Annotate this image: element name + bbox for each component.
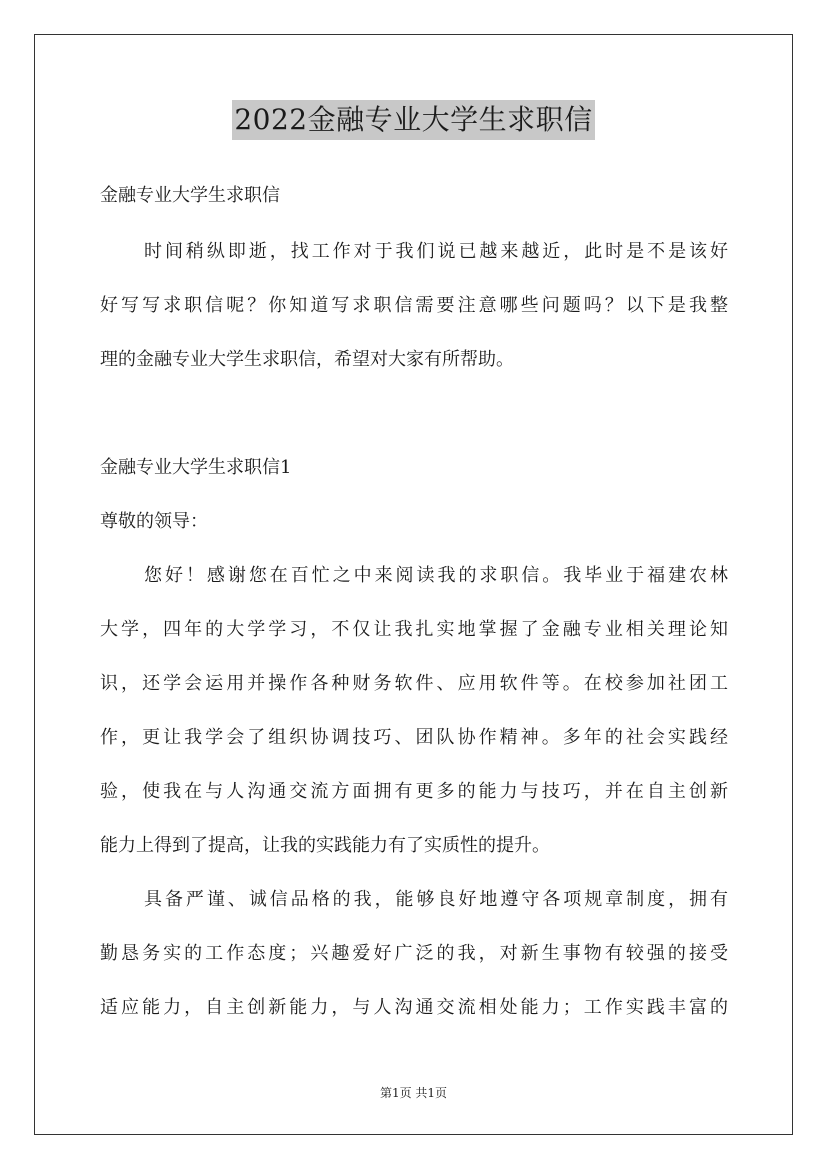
paragraph-line: 大学，四年的大学学习，不仅让我扎实地掌握了金融专业相关理论知: [100, 619, 728, 640]
document-title: 2022金融专业大学生求职信: [232, 100, 594, 140]
intro-line: 理的金融专业大学生求职信，希望对大家有所帮助。: [100, 349, 514, 370]
paragraph-line: 具备严谨、诚信品格的我，能够良好地遵守各项规章制度，拥有: [144, 889, 728, 910]
paragraph-line: 作，更让我学会了组织协调技巧、团队协作精神。多年的社会实践经: [100, 727, 728, 748]
paragraph-line: 勤恳务实的工作态度；兴趣爱好广泛的我，对新生事物有较强的接受: [100, 943, 728, 964]
salutation: 尊敬的领导：: [100, 511, 208, 532]
paragraph-line: 能力上得到了提高，让我的实践能力有了实质性的提升。: [100, 835, 550, 856]
letter-heading: 金融专业大学生求职信1: [100, 457, 292, 478]
paragraph-line: 您好！感谢您在百忙之中来阅读我的求职信。我毕业于福建农林: [144, 565, 728, 586]
title-block: [0, 100, 827, 140]
paragraph-line: 适应能力，自主创新能力，与人沟通交流相处能力；工作实践丰富的: [100, 997, 728, 1018]
subtitle: 金融专业大学生求职信: [100, 185, 280, 206]
intro-line: 好写写求职信呢？你知道写求职信需要注意哪些问题吗？以下是我整: [100, 295, 728, 316]
intro-line: 时间稍纵即逝，找工作对于我们说已越来越近，此时是不是该好: [144, 241, 728, 262]
paragraph-line: 验，使我在与人沟通交流方面拥有更多的能力与技巧，并在自主创新: [100, 781, 728, 802]
page-number: 第1页 共1页: [379, 1086, 448, 1100]
paragraph-line: 识，还学会运用并操作各种财务软件、应用软件等。在校参加社团工: [100, 673, 728, 694]
